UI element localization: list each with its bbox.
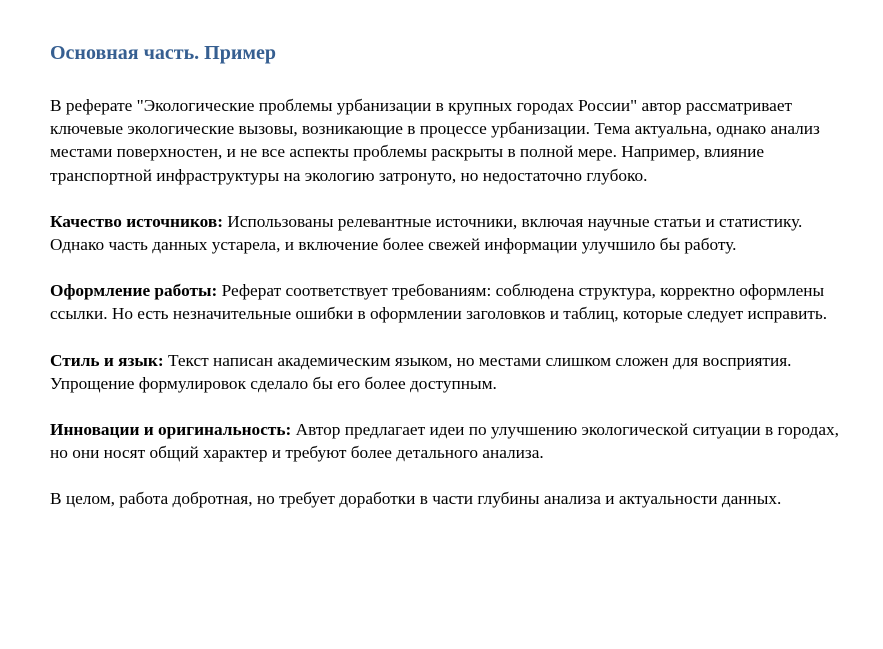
- section-formatting-label: Оформление работы:: [50, 281, 218, 301]
- section-formatting: [50, 279, 840, 325]
- section-sources: [50, 210, 840, 256]
- section-style-label: Стиль и язык:: [50, 350, 164, 370]
- intro-paragraph: В реферате "Экологические проблемы урбанизации в крупных городах России" автор рассматривает ключевые экологические вызовы, возникающие в процессе урбанизации. Тема актуальна, однако анализ местами поверхностен, и не все аспекты проблемы раскрыты в полной мере. Например, влияние транспортной инфраструктуры на экологию затронуто, но недостаточно глубоко.: [50, 96, 820, 185]
- section-style-text: Текст написан академическим языком, но местами слишком сложен для восприятия. Упрощение формулировок сделало бы его более доступным.: [50, 350, 792, 393]
- section-formatting-text: Реферат соответствует требованиям: соблюдена структура, корректно оформлены ссылки. Но есть незначительные ошибки в оформлении заголовков и таблиц, которые следует исправить.: [50, 281, 828, 324]
- page-title: Основная часть. Пример: [50, 42, 276, 64]
- section-sources-label: Качество источников:: [50, 211, 223, 231]
- conclusion-paragraph: В целом, работа добротная, но требует доработки в части глубины анализа и актуальности данных.: [50, 489, 782, 509]
- section-innovation: [50, 418, 840, 464]
- section-style: [50, 349, 840, 395]
- section-innovation-label: Инновации и оригинальность:: [50, 420, 292, 440]
- section-sources-text: Использованы релевантные источники, включая научные статьи и статистику. Однако часть данных устарела, и включение более свежей информации улучшило бы работу.: [50, 211, 803, 255]
- document-body: [50, 38, 840, 534]
- section-innovation-text: Автор предлагает идеи по улучшению экологической ситуации в городах, но они носят общий характер и требуют более детального анализа.: [50, 420, 839, 463]
